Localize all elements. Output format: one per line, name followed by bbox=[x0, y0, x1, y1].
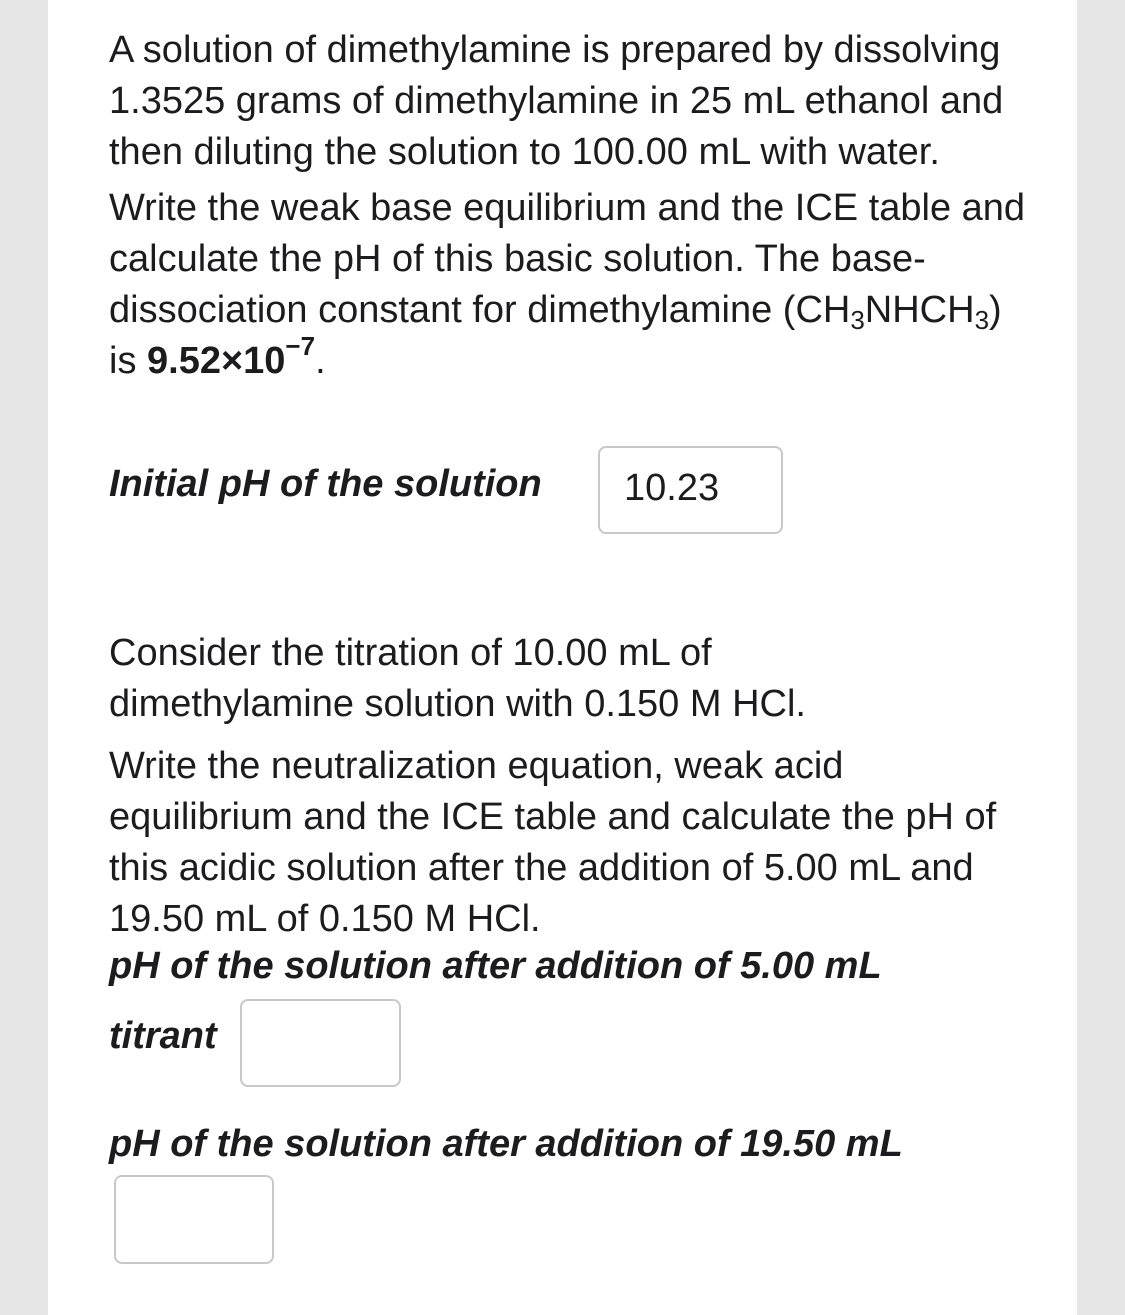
titration-intro: Consider the titration of 10.00 mL of dimethylamine solution with 0.150 M HCl. bbox=[109, 632, 806, 725]
dimethylamine-formula: dimethylamine $(CH_3NHCH_3)$ is bbox=[109, 289, 1002, 382]
ph-1950ml-label: pH of the solution after addition of 19.50 mL bbox=[109, 1123, 903, 1165]
initial-ph-label: Initial pH of the solution bbox=[109, 463, 542, 505]
question-content bbox=[109, 25, 1039, 1165]
part1-instructions: Write the weak base equilibrium and the ICE table and calculate the pH of this basic solution. The base-dissociation constant for dimethylamine $(CH_3NHCH_3)$ is $9.52\times 10^{-7}$. bbox=[109, 187, 1026, 382]
ph-5ml-label: pH of the solution after addition of 5.00 mL bbox=[109, 945, 882, 987]
kb-value: $9.52\times 10^{-7}$ bbox=[147, 331, 316, 382]
question-card bbox=[48, 0, 1077, 1315]
ph-5ml-label-cont: titrant bbox=[109, 1015, 217, 1057]
ph-1950ml-input[interactable] bbox=[114, 1175, 274, 1264]
initial-ph-input[interactable]: 10.23 bbox=[598, 446, 783, 534]
problem-intro: A solution of dimethylamine is prepared by dissolving 1.3525 grams of dimethylamine in 25 mL ethanol and then diluting the solution to 100.00 mL with water. bbox=[109, 29, 1004, 173]
titration-task: Write the neutralization equation, weak acid equilibrium and the ICE table and calculate the pH of this acidic solution after the addition of 5.00 mL and 19.50 mL of 0.150 M HCl. bbox=[109, 745, 997, 940]
part1-text: Write the weak base equilibrium and the ICE table and calculate the pH of this basic solution. The base-dissociation constant for bbox=[109, 187, 1026, 331]
ph-5ml-input[interactable] bbox=[240, 999, 401, 1087]
